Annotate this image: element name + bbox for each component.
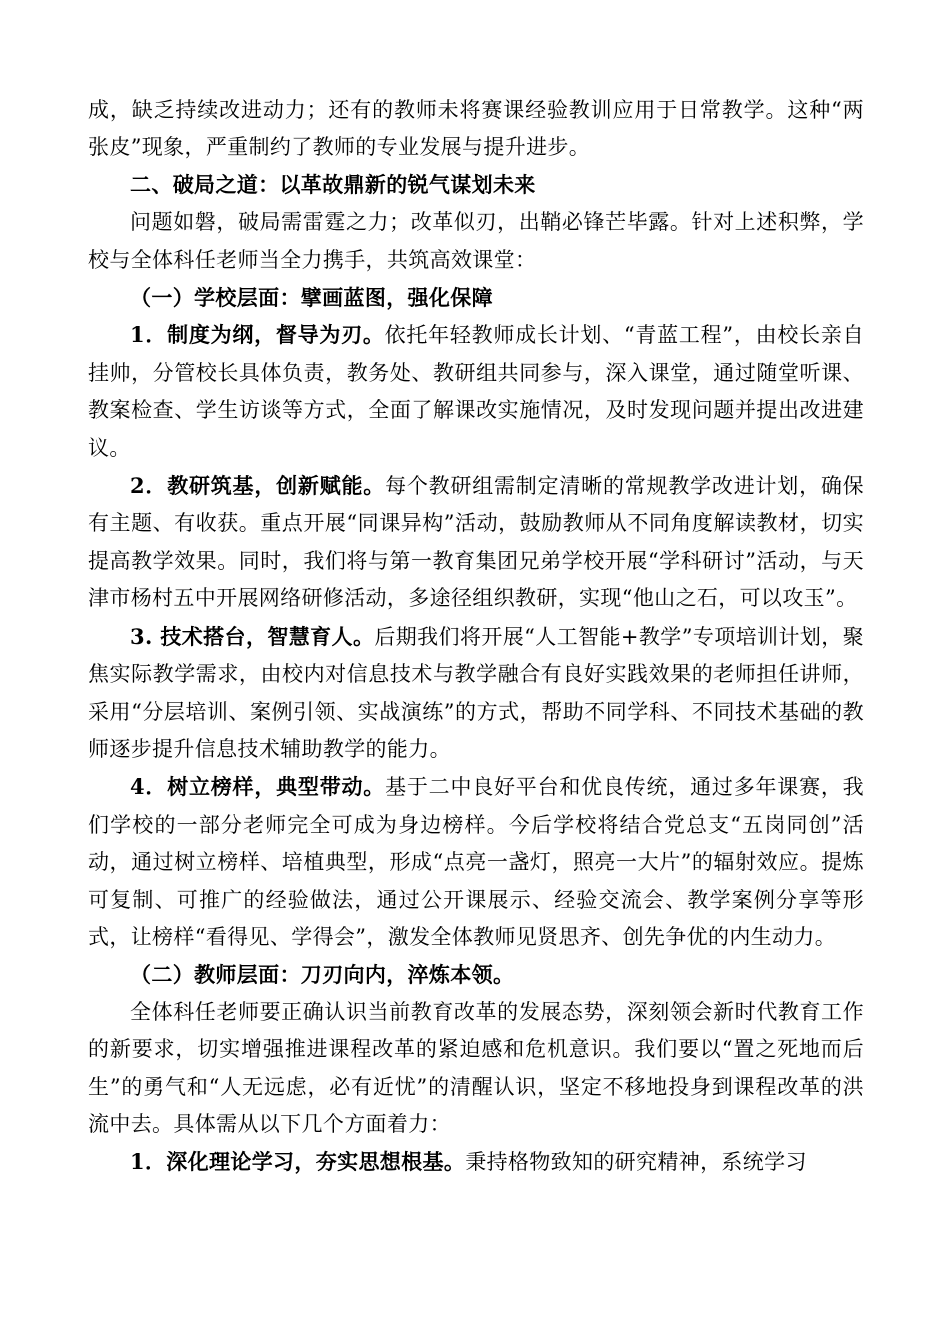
list-item-4-text: 基于二中良好平台和优良传统，通过多年课赛，我们学校的一部分老师完全可成为身边榜样。今后学校将结合党总支“五岗同创”活动，通过树立榜样、培植典型，形成“点亮一盏灯，照亮一大片”的辐射效应。提炼可复制、可推广的经验做法，通过公开课展示、经验交流会、教学案例分享等形式，让榜样“看得见、学得会”，激发全体教师见贤思齐、创先争优的内生动力。 <box>88 775 864 949</box>
list-item-4-lead: 4．树立榜样，典型带动。 <box>130 774 386 800</box>
subheading-school-level: （一）学校层面：擘画蓝图，强化保障 <box>130 285 493 311</box>
list-item-1-text: 依托年轻教师成长计划、“青蓝工程”，由校长亲自挂帅，分管校长具体负责，教务处、教研组共同参与，深入课堂，通过随堂听课、教案检查、学生访谈等方式，全面了解课改实施情况，及时发现问题并提出改进建议。 <box>88 323 864 460</box>
list-item-1 <box>88 316 864 467</box>
paragraph-continuation: 成，缺乏持续改进动力；还有的教师未将赛课经验教训应用于日常教学。这种“两张皮”现象，严重制约了教师的专业发展与提升进步。 <box>88 98 864 160</box>
section-heading-2: 二、破局之道：以革故鼎新的锐气谋划未来 <box>130 172 536 197</box>
list-item-teacher-1 <box>88 1143 864 1181</box>
list-item-4 <box>88 768 864 956</box>
paragraph-teacher: 全体科任老师要正确认识当前教育改革的发展态势，深刻领会新时代教育工作的新要求，切实增强推进课程改革的紧迫感和危机意识。我们要以“置之死地而后生”的勇气和“人无远虑，必有近忧”的清醒认识，坚定不移地投身到课程改革的洪流中去。具体需从以下几个方面着力： <box>88 999 864 1136</box>
list-item-3-lead: 3. 技术搭台，智慧育人。 <box>130 623 375 649</box>
list-item-2 <box>88 467 864 618</box>
list-item-teacher-1-text: 秉持格物致知的研究精神，系统学习 <box>465 1150 807 1175</box>
list-item-1-lead: 1．制度为纲，督导为刃。 <box>130 322 385 348</box>
list-item-3-text: 后期我们将开展“人工智能+教学”专项培训计划，聚焦实际教学需求，由校内对信息技术与教学融合有良好实践效果的老师担任讲师，采用“分层培训、案例引领、实战演练”的方式，帮助不同学科、不同技术基础的教师逐步提升信息技术辅助教学的能力。 <box>88 624 864 761</box>
subheading-teacher-level: （二）教师层面：刀刃向内，淬炼本领。 <box>130 962 515 988</box>
list-item-3 <box>88 618 864 769</box>
list-item-teacher-1-lead: 1．深化理论学习，夯实思想根基。 <box>130 1149 466 1175</box>
document-page <box>88 92 864 1182</box>
paragraph-intro: 问题如磐，破局需雷霆之力；改革似刃，出鞘必锋芒毕露。针对上述积弊，学校与全体科任老师当全力携手，共筑高效课堂： <box>88 210 864 272</box>
list-item-2-lead: 2．教研筑基，创新赋能。 <box>130 473 386 499</box>
list-item-2-text: 每个教研组需制定清晰的常规教学改进计划，确保有主题、有收获。重点开展“同课异构”活动，鼓励教师从不同角度解读教材，切实提高教学效果。同时，我们将与第一教育集团兄弟学校开展“学科研讨”活动，与天津市杨村五中开展网络研修活动，多途径组织教研，实现“他山之石，可以攻玉”。 <box>88 474 864 611</box>
